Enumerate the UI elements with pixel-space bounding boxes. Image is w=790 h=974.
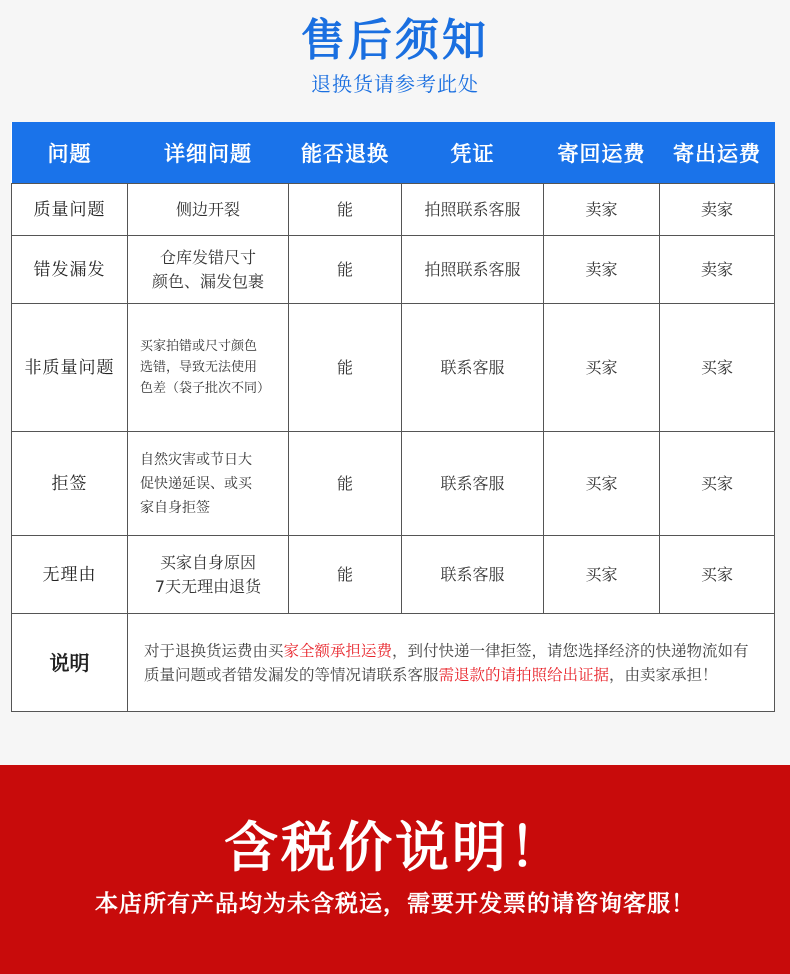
ship-fee-cell: 买家 [660,432,775,536]
returnable-cell: 能 [289,536,402,614]
returnable-cell: 能 [289,184,402,236]
note-part-1: 对于退换货运费由买 [144,641,284,660]
ship-fee-cell: 买家 [660,304,775,432]
return-policy-table [11,122,775,712]
note-label: 说明 [12,614,128,712]
page-subtitle: 退换货请参考此处 [311,72,479,96]
header-ship-fee: 寄出运费 [660,122,775,184]
return-fee-cell: 买家 [544,432,660,536]
note-part-3: ，到付快递一律拒签，请您选择经济的快递物流如有质量问题或者错发漏发的等情况请联系客服 [144,641,749,684]
return-fee-cell: 卖家 [544,236,660,304]
ship-fee-cell: 买家 [660,536,775,614]
header-return-fee: 寄回运费 [544,122,660,184]
table-header-row [12,122,775,184]
return-fee-cell: 卖家 [544,184,660,236]
issue-cell: 质量问题 [12,184,128,236]
detail-cell: 自然灾害或节日大 促快递延误、或买 家自身拒签 [128,432,289,536]
table-row [12,432,775,536]
table-row [12,184,775,236]
note-row [12,614,775,712]
tax-notice-banner [0,765,790,974]
detail-cell: 侧边开裂 [128,184,289,236]
page-title: 售后须知 [301,15,489,66]
ship-fee-cell: 卖家 [660,236,775,304]
issue-cell: 错发漏发 [12,236,128,304]
table-row [12,536,775,614]
header-proof: 凭证 [402,122,544,184]
table-row [12,236,775,304]
detail-cell: 买家自身原因 7天无理由退货 [128,536,289,614]
table-row [12,304,775,432]
banner-title: 含税价说明！ [224,816,566,879]
note-text [128,614,775,712]
proof-cell: 联系客服 [402,304,544,432]
issue-cell: 非质量问题 [12,304,128,432]
banner-text: 本店所有产品均为未含税运，需要开发票的请咨询客服！ [95,891,695,917]
header-detail: 详细问题 [128,122,289,184]
returnable-cell: 能 [289,236,402,304]
note-part-5: ，由卖家承担！ [609,665,718,684]
returnable-cell: 能 [289,432,402,536]
proof-cell: 联系客服 [402,536,544,614]
return-fee-cell: 买家 [544,304,660,432]
proof-cell: 联系客服 [402,432,544,536]
returnable-cell: 能 [289,304,402,432]
return-fee-cell: 买家 [544,536,660,614]
detail-cell: 仓库发错尺寸 颜色、漏发包裹 [128,236,289,304]
proof-cell: 拍照联系客服 [402,184,544,236]
ship-fee-cell: 卖家 [660,184,775,236]
header-returnable: 能否退换 [289,122,402,184]
detail-cell: 买家拍错或尺寸颜色 选错，导致无法使用 色差（袋子批次不同） [128,304,289,432]
proof-cell: 拍照联系客服 [402,236,544,304]
issue-cell: 无理由 [12,536,128,614]
header-issue: 问题 [12,122,128,184]
note-highlight-buyer-pays: 家全额承担运费 [283,641,393,660]
issue-cell: 拒签 [12,432,128,536]
note-highlight-refund-proof: 需退款的请拍照给出证据 [438,665,610,684]
